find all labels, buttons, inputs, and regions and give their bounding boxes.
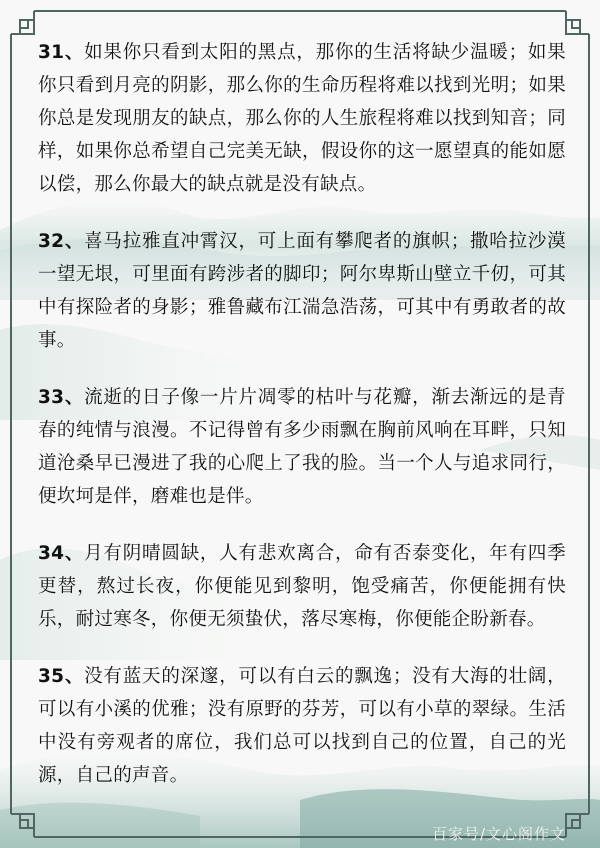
quote-text: 流逝的日子像一片片凋零的枯叶与花瓣，渐去渐远的是青春的纯情与浪漫。不记得曾有多少雨飘在胸前风响在耳畔，只知道沧桑早已漫进了我的心爬上了我的脸。当一个人与追求同行，便坎坷是伴，磨难也是伴。 <box>38 387 566 507</box>
quote-32 <box>38 225 566 357</box>
quote-33 <box>38 381 566 513</box>
quote-text: 没有蓝天的深邃，可以有白云的飘逸；没有大海的壮阔，可以有小溪的优雅；没有原野的芬芳，可以有小草的翠绿。生活中没有旁观者的席位，我们总可以找到自己的位置，自己的光源，自己的声音。 <box>38 666 566 786</box>
quote-text: 喜马拉雅直冲霄汉，可上面有攀爬者的旗帜；撒哈拉沙漠一望无垠，可里面有跨涉者的脚印；阿尔卑斯山壁立千仞，可其中有探险者的身影；雅鲁藏布江湍急浩荡，可其中有勇敢者的故事。 <box>38 231 566 351</box>
watermark: 百家号/文心阁作文 <box>431 825 566 843</box>
quote-number: 31、 <box>38 42 85 63</box>
quote-number: 33、 <box>38 387 85 408</box>
quote-35 <box>38 660 566 792</box>
quote-list <box>38 36 566 792</box>
quote-31 <box>38 36 566 201</box>
quote-number: 34、 <box>38 543 85 564</box>
quote-text: 月有阴晴圆缺，人有悲欢离合，命有否泰变化，年有四季更替，熬过长夜，你便能见到黎明，饱受痛苦，你便能拥有快乐，耐过寒冬，你便无须蛰伏，落尽寒梅，你便能企盼新春。 <box>38 543 566 630</box>
quote-number: 35、 <box>38 666 85 687</box>
quote-text: 如果你只看到太阳的黑点，那你的生活将缺少温暖；如果你只看到月亮的阴影，那么你的生命历程将难以找到光明；如果你总是发现朋友的缺点，那么你的人生旅程将难以找到知音；同样，如果你总希望自己完美无缺，假设你的这一愿望真的能如愿以偿，那么你最大的缺点就是没有缺点。 <box>38 42 566 195</box>
quote-34 <box>38 537 566 636</box>
quote-number: 32、 <box>38 231 85 252</box>
